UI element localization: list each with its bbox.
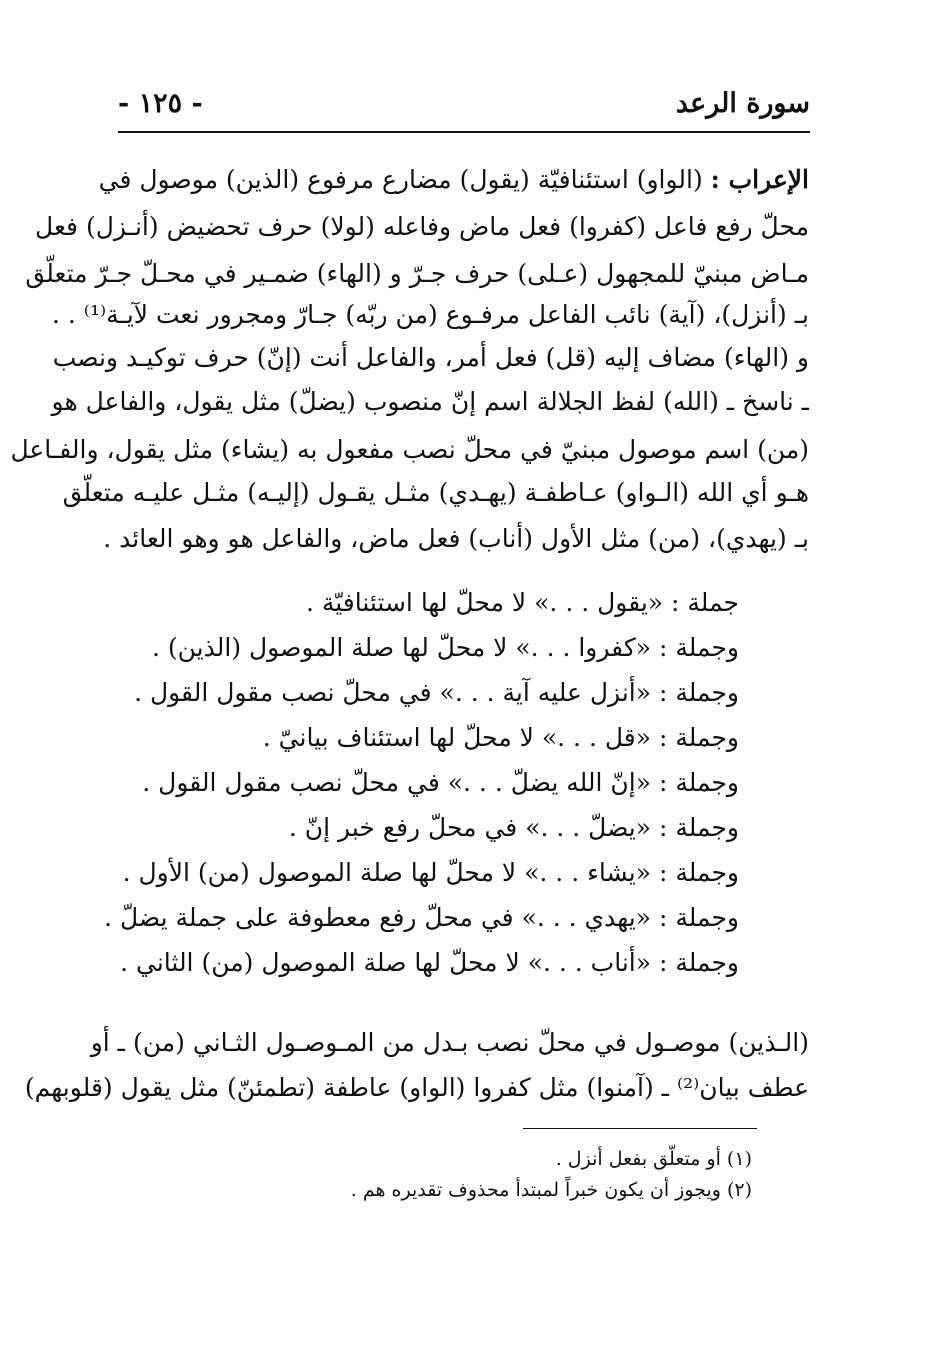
footnote-rule <box>523 1128 757 1129</box>
sentence-item: وجملة : «يشاء . . .» لا محلّ لها صلة الموصول (من) الأول . <box>122 858 739 887</box>
irab-line-7: (من) اسم موصول مبنيّ في محلّ نصب مفعول به (يشاء) مثل يقول، والفـاعل <box>10 435 809 464</box>
header-rule <box>118 131 810 133</box>
footnote-2: (٢) ويجوز أن يكون خبراً لمبتدأ محذوف تقديره هم . <box>350 1179 752 1201</box>
irab-line-2: محلّ رفع فاعل (كفروا) فعل ماض وفاعله (لولا) حرف تحضيض (أنـزل) فعل <box>35 212 809 241</box>
page-number: - ١٢٥ - <box>118 88 203 119</box>
irab-line-1 <box>98 165 809 194</box>
sentence-item: وجملة : «قل . . .» لا محلّ لها استئناف بيانيّ . <box>262 723 739 752</box>
irab-line-8: هـو أي الله (الـواو) عـاطفـة (يهـدي) مثـل يقـول (إليـه) مثـل عليـه متعلّق <box>62 478 809 507</box>
irab-line-4: بـ (أنزل)، (آية) نائب الفاعل مرفـوع (من ربّه) جـارّ ومجرور نعت لآيـة⁽¹⁾ . . <box>52 300 809 329</box>
surah-title: سورة الرعد <box>675 88 810 119</box>
irab-text: (الواو) استئنافيّة (يقول) مضارع مرفوع (الذين) موصول في <box>98 165 703 194</box>
footnote-1: (١) أو متعلّق بفعل أنزل . <box>555 1148 752 1170</box>
next-verse-line-1: (الـذين) موصـول في محلّ نصب بـدل من المـوصـول الثـاني (من) ـ أو <box>90 1028 809 1057</box>
irab-line-5: و (الهاء) مضاف إليه (قل) فعل أمر، والفاعل أنت (إنّ) حرف توكيـد ونصب <box>52 343 809 372</box>
sentence-item: وجملة : «أنزل عليه آية . . .» في محلّ نصب مقول القول . <box>134 678 739 707</box>
sentence-item: وجملة : «كفروا . . .» لا محلّ لها صلة الموصول (الذين) . <box>152 633 739 662</box>
sentence-item: وجملة : «يضلّ . . .» في محلّ رفع خبر إنّ . <box>288 813 739 842</box>
sentence-item: جملة : «يقول . . .» لا محلّ لها استئنافيّة . <box>305 588 739 617</box>
sentence-item: وجملة : «إنّ الله يضلّ . . .» في محلّ نصب مقول القول . <box>142 768 739 797</box>
sentence-list <box>104 588 739 993</box>
irab-line-9: بـ (يهدي)، (من) مثل الأول (أناب) فعل ماض، والفاعل هو وهو العائد . <box>103 524 809 553</box>
irab-line-3: مـاض مبنيّ للمجهول (عـلى) حرف جـرّ و (الهاء) ضمـير في محـلّ جـرّ متعلّق <box>25 259 809 288</box>
sentence-item: وجملة : «أناب . . .» لا محلّ لها صلة الموصول (من) الثاني . <box>120 948 739 977</box>
page-header <box>118 86 810 128</box>
irab-line-6: ـ ناسخ ـ (الله) لفظ الجلالة اسم إنّ منصوب (يضلّ) مثل يقول، والفاعل هو <box>51 387 809 416</box>
next-verse-line-2: عطف بيان⁽²⁾ ـ (آمنوا) مثل كفروا (الواو) عاطفة (تطمئنّ) مثل يقول (قلوبهم) <box>24 1073 809 1102</box>
irab-label: الإعراب : <box>710 165 809 194</box>
sentence-item: وجملة : «يهدي . . .» في محلّ رفع معطوفة على جملة يضلّ . <box>104 903 739 932</box>
